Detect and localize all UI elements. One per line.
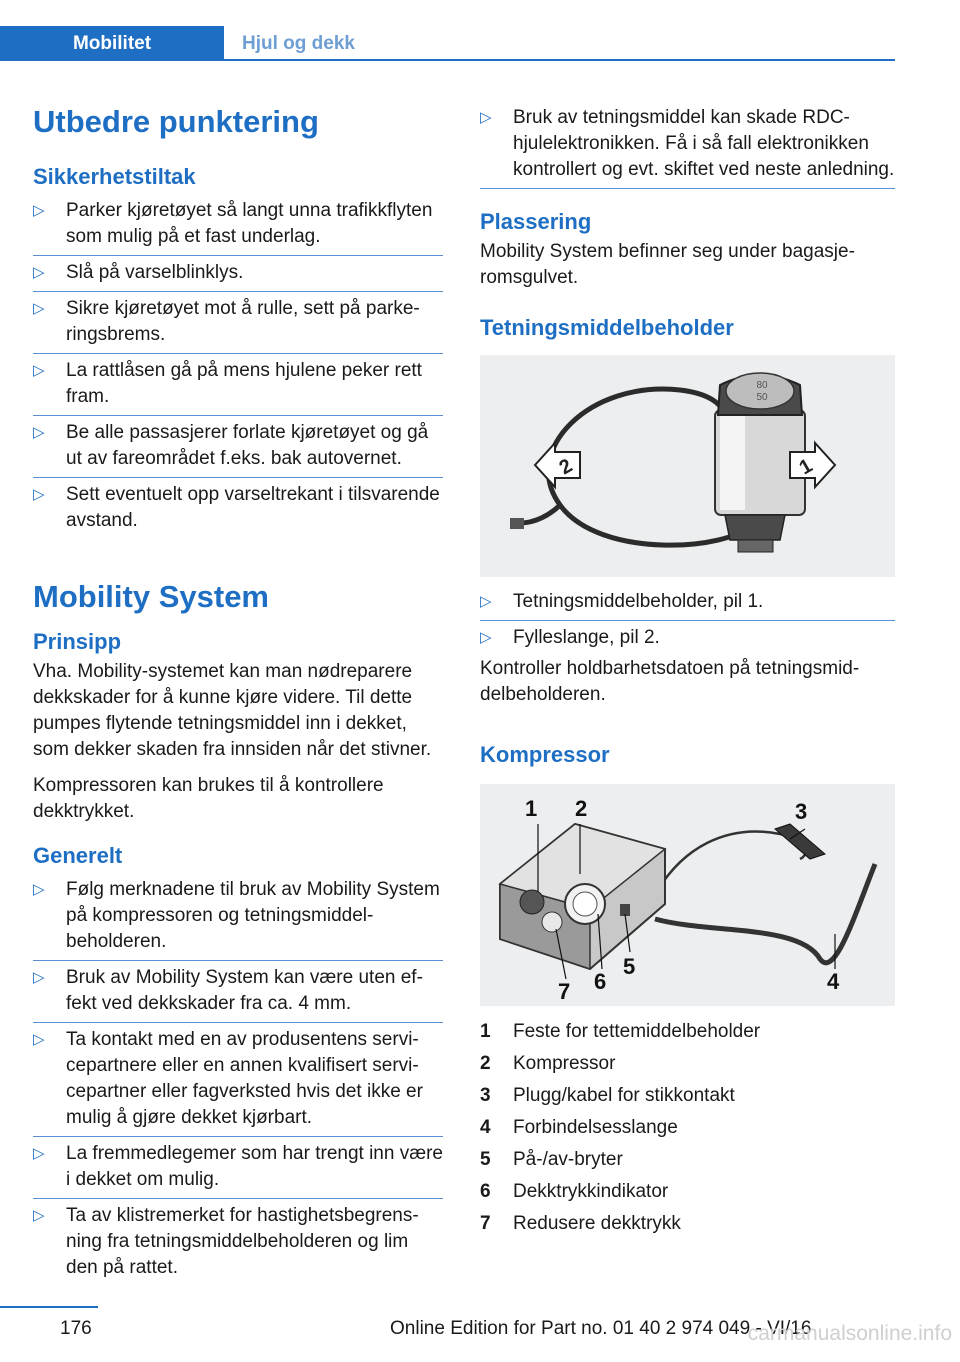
list-item: ▷ Fylleslange, pil 2.: [480, 621, 895, 656]
sealant-items-list: [480, 585, 895, 656]
compressor-legend: [480, 1016, 895, 1240]
triangle-bullet-icon: ▷: [33, 969, 45, 986]
list-item: ▷ La rattlåsen gå på mens hjulene peker rett fram.: [33, 354, 443, 416]
triangle-bullet-icon: ▷: [33, 1031, 45, 1048]
list-item: ▷ Be alle passasjerer forlate kjøretøyet og gå ut av fareområdet f.eks. bak autovernet.: [33, 416, 443, 478]
arrow-2-label: 2: [555, 454, 577, 480]
list-item: ▷ Ta kontakt med en av produsentens servicepartnere eller en annen kvalifisert servicepartner eller fagverksted hvis det ikke er mulig å gjøre dekket kjørbart.: [33, 1023, 443, 1137]
compressor-illustration: [480, 784, 895, 1006]
legend-item: 6 Dekktrykkindikator: [480, 1181, 669, 1202]
list-item: ▷ Tetningsmiddelbeholder, pil 1.: [480, 585, 895, 621]
heading-general: Generelt: [33, 843, 123, 868]
callout-2: 2: [575, 796, 588, 821]
heading-principle: Prinsipp: [33, 629, 122, 654]
watermark: carmanualsonline.info: [747, 1322, 952, 1345]
triangle-bullet-icon: ▷: [33, 300, 45, 317]
triangle-bullet-icon: ▷: [33, 424, 45, 441]
tab-hjul-og-dekk[interactable]: Hjul og dekk: [242, 32, 355, 54]
callout-7: 7: [558, 979, 571, 1004]
list-item: ▷ Parker kjøretøyet så langt unna trafikkflyten som mulig på et fast underlag.: [33, 194, 443, 256]
triangle-bullet-icon: ▷: [33, 362, 45, 379]
heading-compressor: Kompressor: [480, 742, 610, 767]
section-title-mobility: Mobility System: [33, 579, 269, 614]
sealant-container-figure: [480, 355, 895, 577]
list-item: ▷ Sikre kjøretøyet mot å rulle, sett på parkeringsbrems.: [33, 292, 443, 354]
edition-footer: Online Edition for Part no. 01 40 2 974 049 - VI/16: [390, 1318, 812, 1339]
sealant-container-illustration: [480, 355, 895, 577]
legend-item: 4 Forbindelsesslange: [480, 1117, 678, 1138]
list-item: ▷ Ta av klistremerket for hastighetsbegrensning fra tetningsmiddelbeholderen og lim den på rattet.: [33, 1205, 419, 1278]
triangle-bullet-icon: ▷: [33, 264, 45, 281]
list-item: ▷ Følg merknadene til bruk av Mobility System på kompressoren og tetningsmiddelbeholderen.: [33, 873, 443, 961]
list-item: ▷ Slå på varselblinklys.: [33, 256, 443, 292]
callout-6: 6: [594, 969, 607, 994]
principle-paragraph-2: Kompressoren kan brukes til å kontrollere dekktrykket.: [33, 775, 384, 822]
arrow-1-label: 1: [795, 454, 817, 480]
header-tabs: [0, 26, 355, 61]
list-item: ▷ Bruk av Mobility System kan være uten effekt ved dekkskader fra ca. 4 mm.: [33, 961, 443, 1023]
cap-number-bottom: 50: [756, 392, 768, 403]
legend-item: 1 Feste for tettemiddelbeholder: [480, 1021, 761, 1042]
compressor-figure: [480, 784, 895, 1006]
list-item: ▷ Bruk av tetningsmiddel kan skade RDC-hjulelektronikken. Få i så fall elektronikken kontrollert og evt. skiftet ved neste anledning.: [480, 101, 895, 189]
cap-number-top: 80: [756, 380, 768, 391]
heading-sealant-container: Tetningsmiddelbeholder: [480, 315, 734, 340]
legend-item: 7 Redusere dekktrykk: [480, 1213, 681, 1234]
left-column: [33, 98, 443, 1286]
heading-placement: Plassering: [480, 209, 592, 234]
list-item: ▷ Sett eventuelt opp varseltrekant i tilsvarende avstand.: [33, 484, 440, 531]
page-number: 176: [60, 1318, 92, 1339]
triangle-bullet-icon: ▷: [33, 1207, 45, 1224]
triangle-bullet-icon: ▷: [33, 486, 45, 503]
page-number-rule: [0, 1306, 98, 1308]
safety-list: [33, 194, 443, 539]
list-item: ▷ La fremmedlegemer som har trengt inn være i dekket om mulig.: [33, 1137, 443, 1199]
principle-paragraph-1: Vha. Mobility-systemet kan man nødreparere dekkskader for å kunne kjøre videre. Til dette pumpes flytende tetningsmiddel inn i dekket, som dekker skaden fra innsiden når det stivner.: [33, 661, 432, 760]
placement-text: Mobility System befinner seg under bagasjeromsgulvet.: [480, 241, 855, 288]
heading-safety: Sikkerhetstiltak: [33, 164, 196, 189]
triangle-bullet-icon: ▷: [480, 629, 492, 646]
general-list: [33, 873, 443, 1286]
section-title-puncture: Utbedre punktering: [33, 104, 319, 139]
rdc-warning-list: [480, 101, 895, 189]
tab-mobilitet[interactable]: Mobilitet: [0, 26, 224, 61]
legend-item: 5 På-/av-bryter: [480, 1149, 623, 1170]
triangle-bullet-icon: ▷: [480, 593, 492, 610]
expiry-note: Kontroller holdbarhetsdatoen på tetningsmiddelbeholderen.: [480, 658, 860, 705]
legend-item: 3 Plugg/kabel for stikkontakt: [480, 1085, 735, 1106]
callout-5: 5: [623, 954, 636, 979]
callout-1: 1: [525, 796, 538, 821]
triangle-bullet-icon: ▷: [33, 202, 45, 219]
callout-4: 4: [827, 969, 840, 994]
callout-3: 3: [795, 799, 808, 824]
legend-item: 2 Kompressor: [480, 1053, 616, 1074]
header-rule: [224, 59, 895, 61]
right-column: [480, 101, 895, 1240]
triangle-bullet-icon: ▷: [33, 881, 45, 898]
triangle-bullet-icon: ▷: [480, 109, 492, 126]
triangle-bullet-icon: ▷: [33, 1145, 45, 1162]
